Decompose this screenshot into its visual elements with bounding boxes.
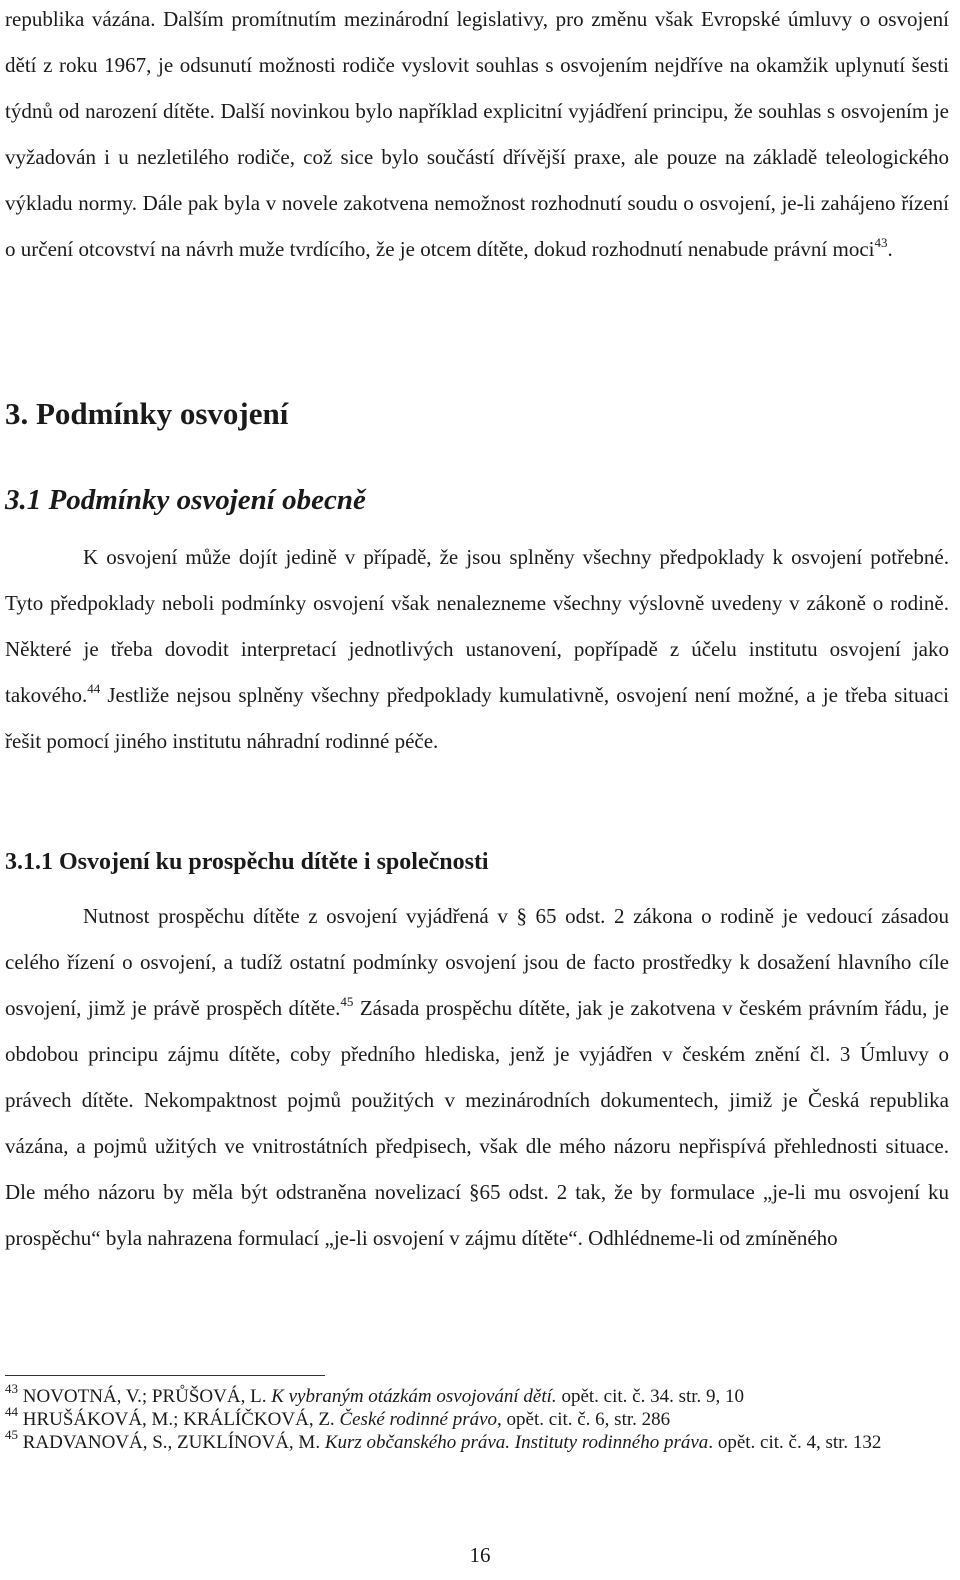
paragraph-text-end: Zásada prospěchu dítěte, jak je zakotvena v českém právním řádu, je obdobou principu zájmu dítěte, coby předního hlediska, jenž je vyjádřen v českém znění čl. 3 Úmluvy o právech dítěte. Nekompaktnost pojmů použitých v mezinárodních dokumentech, jimiž je Česká republika vázána, a pojmů užitých ve vnitrostátních předpisech, však dle mého názoru nepřispívá přehlednosti situace. Dle mého názoru by měla být odstraněna novelizací §65 odst. 2 tak, že by formulace „je-li mu osvojení ku prospěchu“ byla nahrazena formulací „je-li osvojení v zájmu dítěte“. Odhlédneme-li od zmíněného	[5, 996, 949, 1250]
footnote-authors: RADVANOVÁ, S., ZUKLÍNOVÁ, M.	[22, 1432, 321, 1453]
footnote-citation: . opět. cit. č. 4, str. 132	[708, 1432, 882, 1453]
footnote-title: Kurz občanského práva. Instituty rodinného práva	[324, 1432, 709, 1453]
paragraph-child-benefit	[5, 893, 949, 1261]
paragraph-conditions	[5, 534, 949, 764]
paragraph-continuation	[5, 0, 949, 272]
footnote-citation: opět. cit. č. 34. str. 9, 10	[561, 1386, 745, 1407]
paragraph-text: Nutnost prospěchu dítěte z osvojení vyjádřená v § 65 odst. 2 zákona o rodině je vedoucí zásadou celého řízení o osvojení, a tudíž ostatní podmínky osvojení jsou de facto prostředky k dosažení hlavního cíle osvojení, jimž je právě prospěch dítěte.	[5, 904, 949, 1020]
footnote-reference: 43	[874, 235, 888, 250]
footnote-number: 43	[5, 1381, 18, 1396]
footnote-citation: , opět. cit. č. 6, str. 286	[497, 1409, 671, 1430]
footnote-title: České rodinné právo	[339, 1409, 498, 1430]
paragraph-text-end: .	[887, 237, 893, 261]
footnote-44	[5, 1404, 949, 1431]
footnotes	[5, 1381, 949, 1454]
footnote-authors: HRUŠÁKOVÁ, M.; KRÁLÍČKOVÁ, Z.	[22, 1409, 335, 1430]
footnote-reference: 45	[340, 994, 354, 1009]
footnote-43	[5, 1381, 949, 1408]
chapter-heading: 3. Podmínky osvojení	[5, 396, 289, 431]
paragraph-text-end: Jestliže nejsou splněny všechny předpoklady kumulativně, osvojení není možné, a je třeba situaci řešit pomocí jiného institutu náhradní rodinné péče.	[5, 683, 949, 753]
footnote-authors: NOVOTNÁ, V.; PRŮŠOVÁ, L.	[22, 1386, 267, 1407]
footnote-45	[5, 1427, 949, 1454]
paragraph-text: K osvojení může dojít jedině v případě, že jsou splněny všechny předpoklady k osvojení potřebné. Tyto předpoklady neboli podmínky osvojení však nenalezneme všechny výslovně uvedeny v zákoně o rodině. Některé je třeba dovodit interpretací jednotlivých ustanovení, popřípadě z účelu institutu osvojení jako takového.	[5, 545, 949, 707]
paragraph-text: republika vázána. Dalším promítnutím mezinárodní legislativy, pro změnu však Evropské úmluvy o osvojení dětí z roku 1967, je odsunutí možnosti rodiče vyslovit souhlas s osvojením nejdříve na okamžik uplynutí šesti týdnů od narození dítěte. Další novinkou bylo například explicitní vyjádření principu, že souhlas s osvojením je vyžadován i u nezletilého rodiče, což sice bylo součástí dřívější praxe, ale pouze na základě teleologického výkladu normy. Dále pak byla v novele zakotvena nemožnost rozhodnutí soudu o osvojení, je-li zahájeno řízení o určení otcovství na návrh muže tvrdícího, že je otcem dítěte, dokud rozhodnutí nenabude právní moci	[5, 7, 949, 261]
footnote-reference: 44	[87, 681, 101, 696]
footnote-title: K vybraným otázkám osvojování dětí.	[271, 1386, 557, 1407]
footnote-number: 45	[5, 1427, 18, 1442]
footnote-separator	[5, 1375, 325, 1376]
footnote-number: 44	[5, 1404, 18, 1419]
subsection-heading: 3.1.1 Osvojení ku prospěchu dítěte i společnosti	[5, 849, 489, 875]
section-heading: 3.1 Podmínky osvojení obecně	[5, 484, 366, 516]
page-number: 16	[469, 1543, 491, 1567]
